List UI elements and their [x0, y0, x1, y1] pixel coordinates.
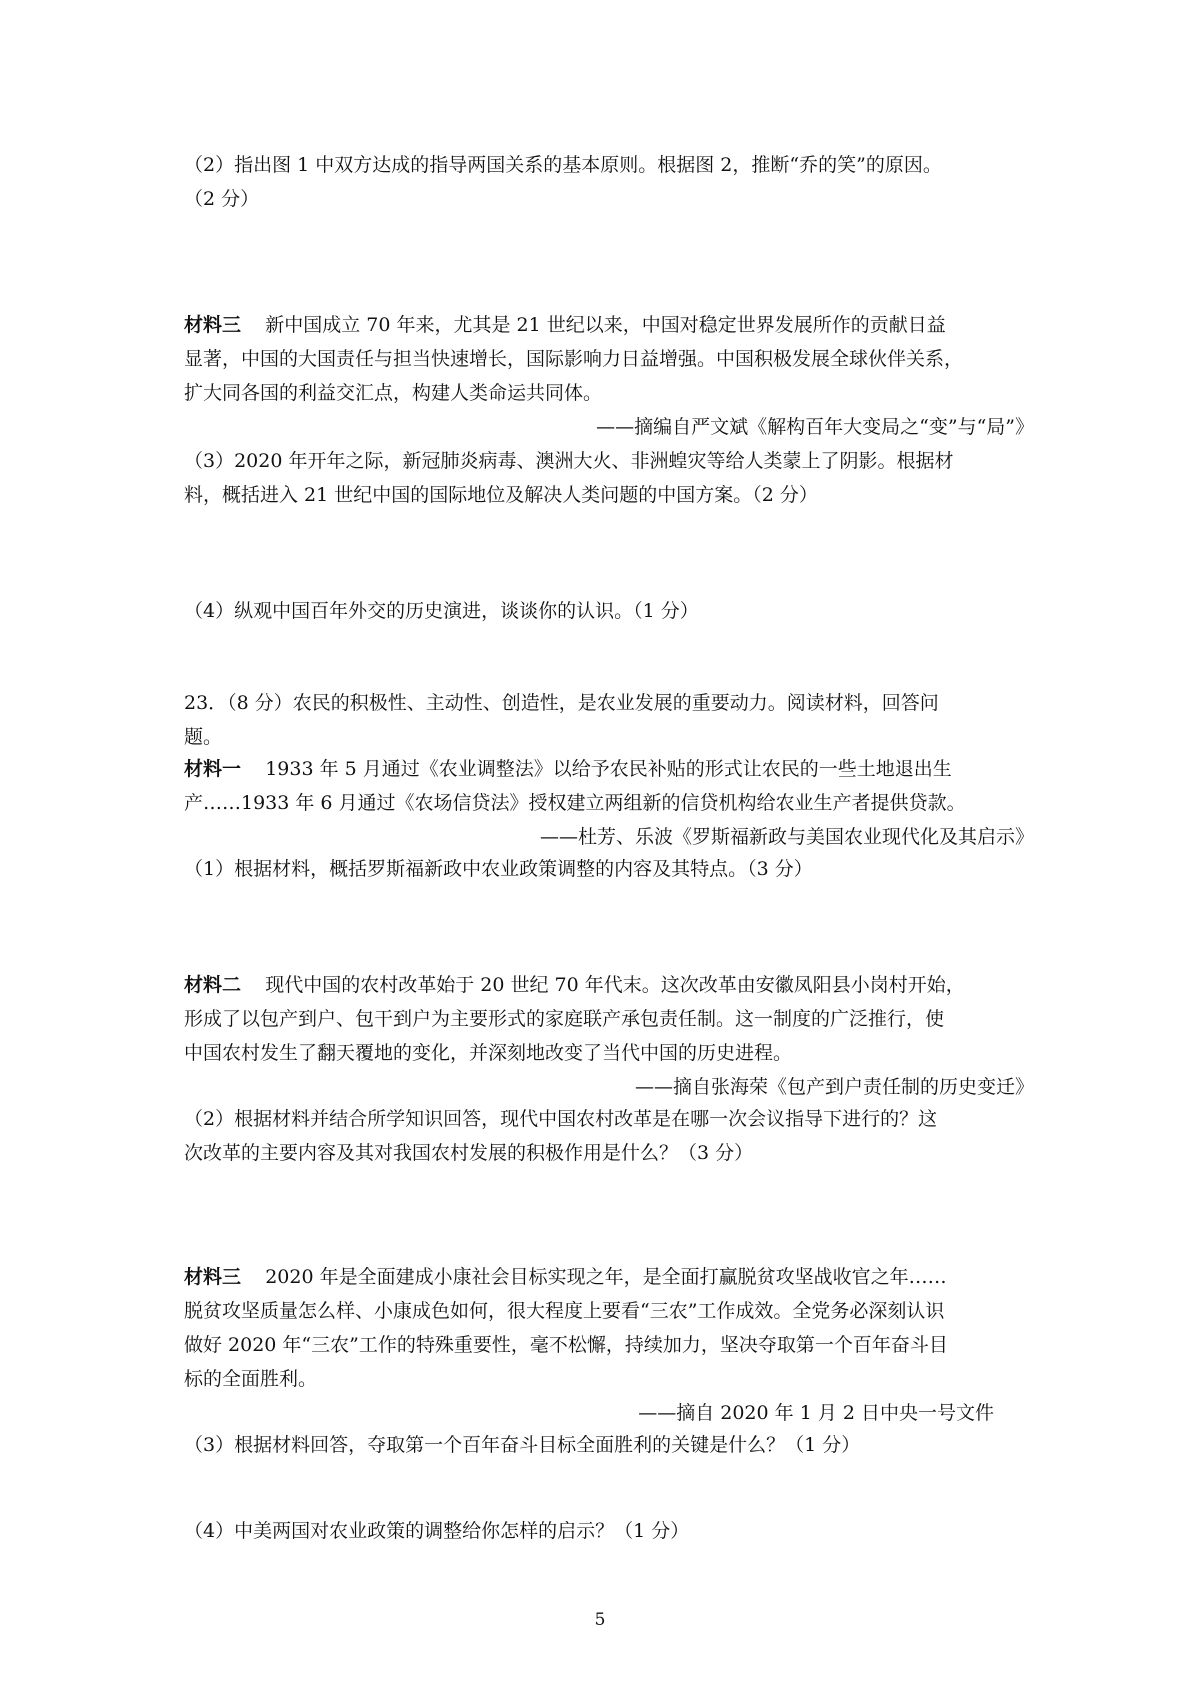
- q23-sub3: [184, 1428, 1034, 1462]
- q22-material3: [184, 308, 1034, 444]
- q23-material3-line1: 材料三 2020 年是全面建成小康社会目标实现之年，是全面打赢脱贫攻坚战收官之年……: [184, 1266, 947, 1288]
- q23-sub1: [184, 852, 1034, 886]
- q23-material3-source: ——摘自 2020 年 1 月 2 日中央一号文件: [638, 1402, 994, 1424]
- q23-sub2-line1: （2）根据材料并结合所学知识回答，现代中国农村改革是在哪一次会议指导下进行的？这: [184, 1108, 938, 1130]
- material-label: 材料一: [184, 758, 242, 780]
- q23-intro-line1: 23．（8 分）农民的积极性、主动性、创造性，是农业发展的重要动力。阅读材料，回答问: [184, 692, 939, 714]
- q22-sub2-line2: （2 分）: [184, 188, 260, 210]
- q22-material3-line1: 材料三 新中国成立 70 年来，尤其是 21 世纪以来，中国对稳定世界发展所作的贡献日益: [184, 314, 946, 336]
- q22-material3-line2: 显著，中国的大国责任与担当快速增长，国际影响力日益增强。中国积极发展全球伙伴关系，: [184, 348, 964, 370]
- q23-material3-line2: 脱贫攻坚质量怎么样、小康成色如何，很大程度上要看“三农”工作成效。全党务必深刻认识: [184, 1300, 945, 1322]
- q23-material2-line3: 中国农村发生了翻天覆地的变化，并深刻地改变了当代中国的历史进程。: [184, 1042, 793, 1064]
- q23-sub3-line: （3）根据材料回答，夺取第一个百年奋斗目标全面胜利的关键是什么？（1 分）: [184, 1434, 861, 1456]
- q23-sub2-line2: 次改革的主要内容及其对我国农村发展的积极作用是什么？（3 分）: [184, 1142, 754, 1164]
- q22-sub3-line2: 料，概括进入 21 世纪中国的国际地位及解决人类问题的中国方案。（2 分）: [184, 484, 818, 506]
- material-label: 材料二: [184, 974, 242, 996]
- q23-sub1-line: （1）根据材料，概括罗斯福新政中农业政策调整的内容及其特点。（3 分）: [184, 858, 813, 880]
- q23-material1-line1: 材料一 1933 年 5 月通过《农业调整法》以给予农民补贴的形式让农民的一些土地退出生: [184, 758, 952, 780]
- q23-intro-line2: 题。: [184, 726, 223, 748]
- q22-sub4: [184, 594, 1034, 628]
- q23-material2: [184, 968, 1034, 1104]
- page-number: 5: [594, 1610, 606, 1630]
- q23-material2-source: ——摘自张海荣《包产到户责任制的历史变迁》: [634, 1076, 1034, 1098]
- q23-sub4: [184, 1514, 1034, 1548]
- q22-sub3-line1: （3）2020 年开年之际，新冠肺炎病毒、澳洲大火、非洲蝗灾等给人类蒙上了阴影。根据材: [184, 450, 954, 472]
- q23-material1: [184, 752, 1034, 854]
- material-label: 材料三: [184, 1266, 242, 1288]
- q23-material1-line2: 产……1933 年 6 月通过《农场信贷法》授权建立两组新的信贷机构给农业生产者提供贷款。: [184, 792, 966, 814]
- q23-sub2: [184, 1102, 1034, 1170]
- q22-sub4-line: （4）纵观中国百年外交的历史演进，谈谈你的认识。（1 分）: [184, 600, 699, 622]
- q22-sub2: [184, 148, 1034, 216]
- q22-sub3: [184, 444, 1034, 512]
- q23-material2-line1: 材料二 现代中国的农村改革始于 20 世纪 70 年代末。这次改革由安徽凤阳县小岗村开始，: [184, 974, 965, 996]
- q23-material1-source: ——杜芳、乐波《罗斯福新政与美国农业现代化及其启示》: [539, 826, 1034, 848]
- q23-sub4-line: （4）中美两国对农业政策的调整给你怎样的启示？（1 分）: [184, 1520, 690, 1542]
- q22-sub2-line1: （2）指出图 1 中双方达成的指导两国关系的基本原则。根据图 2，推断“乔的笑”的原因。: [184, 154, 942, 176]
- q22-material3-source: ——摘编自严文斌《解构百年大变局之“变”与“局”》: [596, 416, 1034, 438]
- q23-intro: [184, 686, 1034, 754]
- q23-material3-line3: 做好 2020 年“三农”工作的特殊重要性，毫不松懈，持续加力，坚决夺取第一个百年奋斗目: [184, 1334, 948, 1356]
- q22-material3-line3: 扩大同各国的利益交汇点，构建人类命运共同体。: [184, 382, 603, 404]
- q23-material2-line2: 形成了以包产到户、包干到户为主要形式的家庭联产承包责任制。这一制度的广泛推行，使: [184, 1008, 945, 1030]
- q23-material3: [184, 1260, 1034, 1430]
- material-label: 材料三: [184, 314, 242, 336]
- q23-material3-line4: 标的全面胜利。: [184, 1368, 318, 1390]
